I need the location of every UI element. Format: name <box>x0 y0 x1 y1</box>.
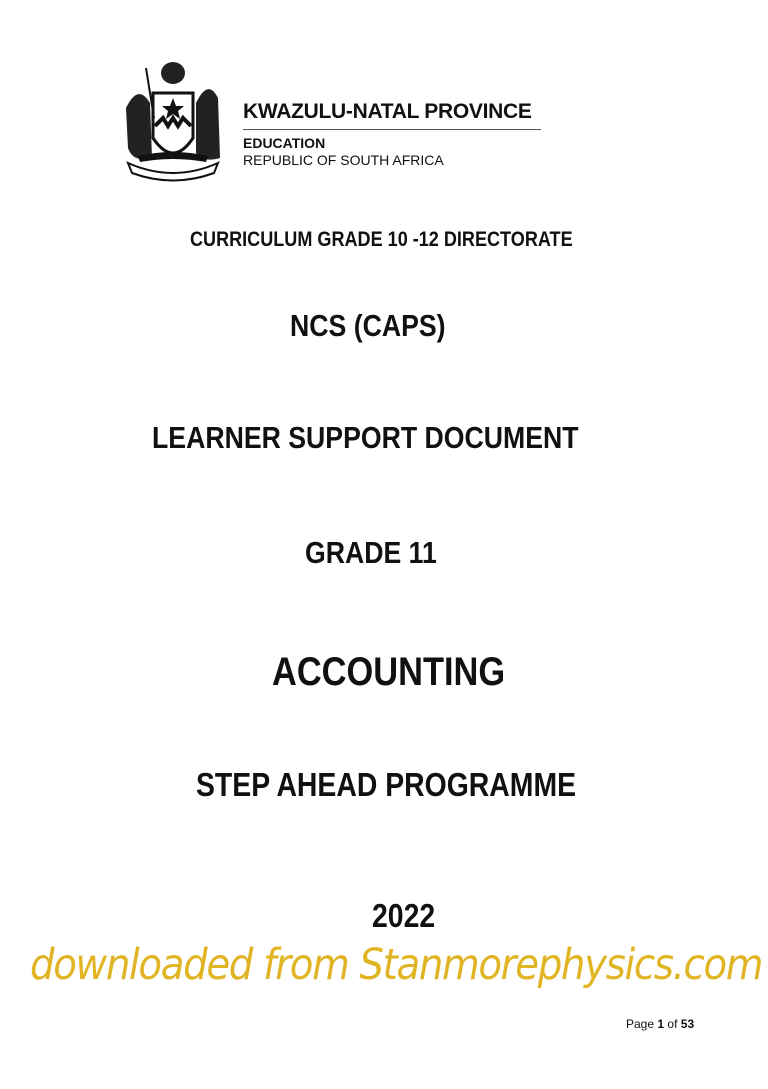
of-label: of <box>667 1017 678 1031</box>
province-name: KWAZULU-NATAL PROVINCE <box>243 100 532 123</box>
page-number <box>626 1017 694 1031</box>
subject-heading: ACCOUNTING <box>272 650 506 694</box>
country-name: REPUBLIC OF SOUTH AFRICA <box>243 152 444 168</box>
programme-heading: STEP AHEAD PROGRAMME <box>196 766 577 803</box>
header-divider <box>243 129 541 130</box>
grade-heading: GRADE 11 <box>305 535 437 570</box>
watermark-text: downloaded from Stanmorephysics.com <box>30 940 763 990</box>
department-name: EDUCATION <box>243 135 326 151</box>
current-page: 1 <box>657 1017 665 1031</box>
total-pages: 53 <box>680 1017 695 1031</box>
document-type-heading: LEARNER SUPPORT DOCUMENT <box>152 420 579 455</box>
page-label: Page <box>626 1017 655 1031</box>
coat-of-arms-icon <box>118 58 228 183</box>
year-heading: 2022 <box>372 897 436 934</box>
curriculum-heading: NCS (CAPS) <box>290 308 446 343</box>
directorate-heading: CURRICULUM GRADE 10 -12 DIRECTORATE <box>190 228 573 251</box>
